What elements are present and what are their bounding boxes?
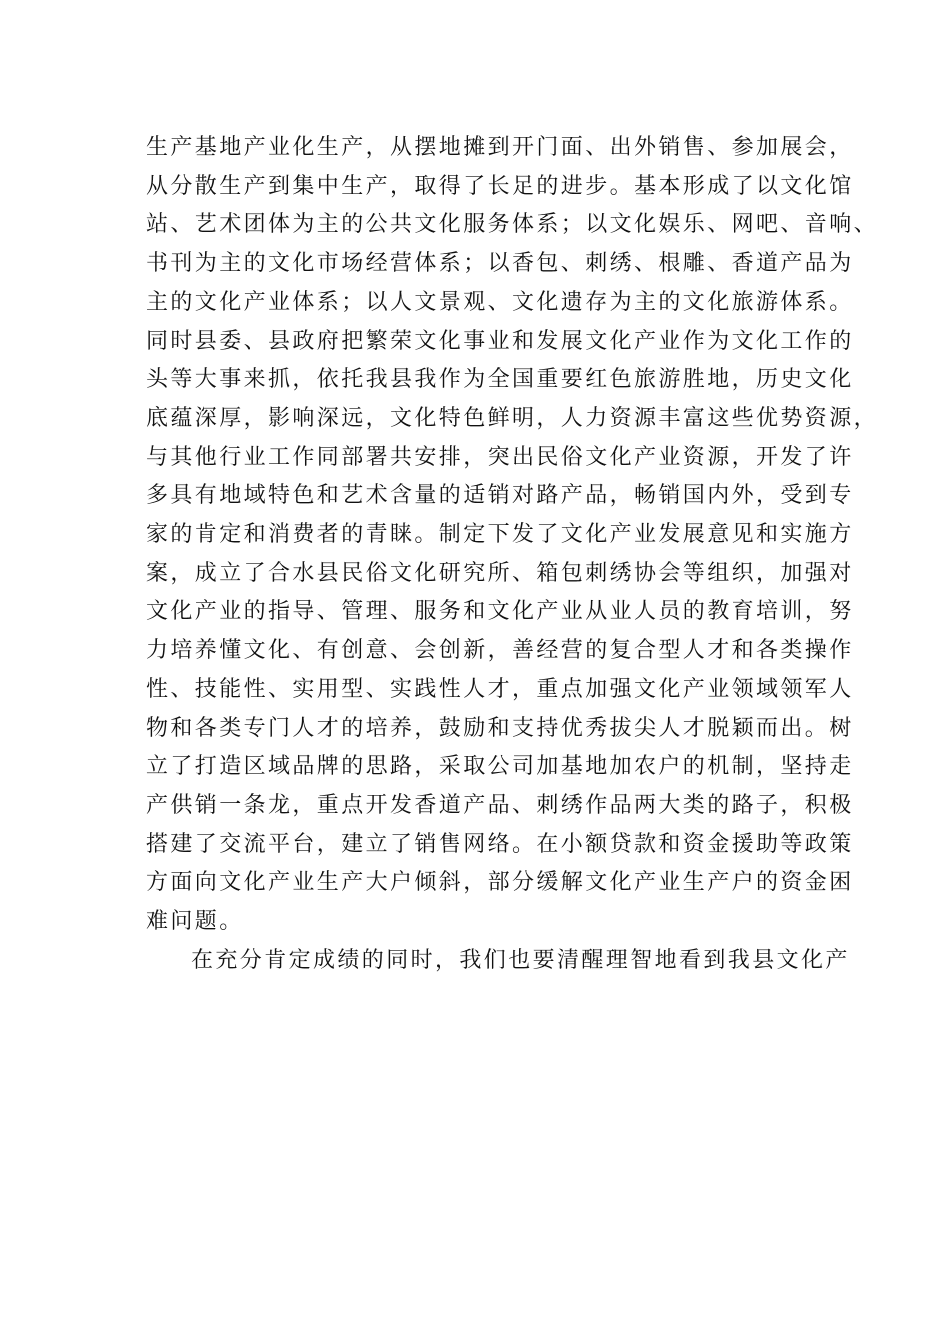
text-line: 在充分肯定成绩的同时，我们也要清醒理智地看到我县文化产 — [191, 947, 850, 973]
text-line: 底蕴深厚，影响深远，文化特色鲜明，人力资源丰富这些优势资源， — [146, 405, 879, 431]
text-line: 主的文化产业体系；以人文景观、文化遗存为主的文化旅游体系。 — [146, 289, 854, 315]
text-line: 站、艺术团体为主的公共文化服务体系；以文化娱乐、网吧、音响、 — [146, 212, 879, 238]
text-line: 生产基地产业化生产，从摆地摊到开门面、出外销售、参加展会， — [146, 135, 854, 160]
text-line: 与其他行业工作同部署共安排，突出民俗文化产业资源，开发了许 — [146, 444, 854, 470]
body-text — [146, 129, 879, 980]
text-line: 同时县委、县政府把繁荣文化事业和发展文化产业作为文化工作的 — [146, 328, 854, 354]
paragraph-1 — [146, 129, 879, 942]
paragraph-2 — [146, 942, 850, 981]
text-line: 性、技能性、实用型、实践性人才，重点加强文化产业领域领军人 — [146, 676, 854, 702]
text-line: 书刊为主的文化市场经营体系；以香包、刺绣、根雕、香道产品为 — [146, 251, 854, 277]
text-line: 难问题。 — [146, 909, 244, 935]
text-line: 物和各类专门人才的培养，鼓励和支持优秀拔尖人才脱颖而出。树 — [146, 715, 854, 741]
text-line: 头等大事来抓，依托我县我作为全国重要红色旅游胜地，历史文化 — [146, 367, 854, 393]
text-line: 方面向文化产业生产大户倾斜，部分缓解文化产业生产户的资金困 — [146, 870, 854, 896]
text-line: 案，成立了合水县民俗文化研究所、箱包刺绣协会等组织，加强对 — [146, 560, 854, 586]
text-line: 多具有地域特色和艺术含量的适销对路产品，畅销国内外，受到专 — [146, 483, 854, 509]
text-line: 家的肯定和消费者的青睐。制定下发了文化产业发展意见和实施方 — [146, 522, 854, 548]
text-line: 从分散生产到集中生产，取得了长足的进步。基本形成了以文化馆 — [146, 173, 854, 199]
text-line: 产供销一条龙，重点开发香道产品、刺绣作品两大类的路子，积极 — [146, 792, 854, 818]
text-line: 立了打造区域品牌的思路，采取公司加基地加农户的机制，坚持走 — [146, 754, 854, 780]
text-line: 搭建了交流平台，建立了销售网络。在小额贷款和资金援助等政策 — [146, 831, 854, 857]
text-line: 文化产业的指导、管理、服务和文化产业从业人员的教育培训，努 — [146, 599, 854, 625]
text-line: 力培养懂文化、有创意、会创新，善经营的复合型人才和各类操作 — [146, 638, 854, 664]
